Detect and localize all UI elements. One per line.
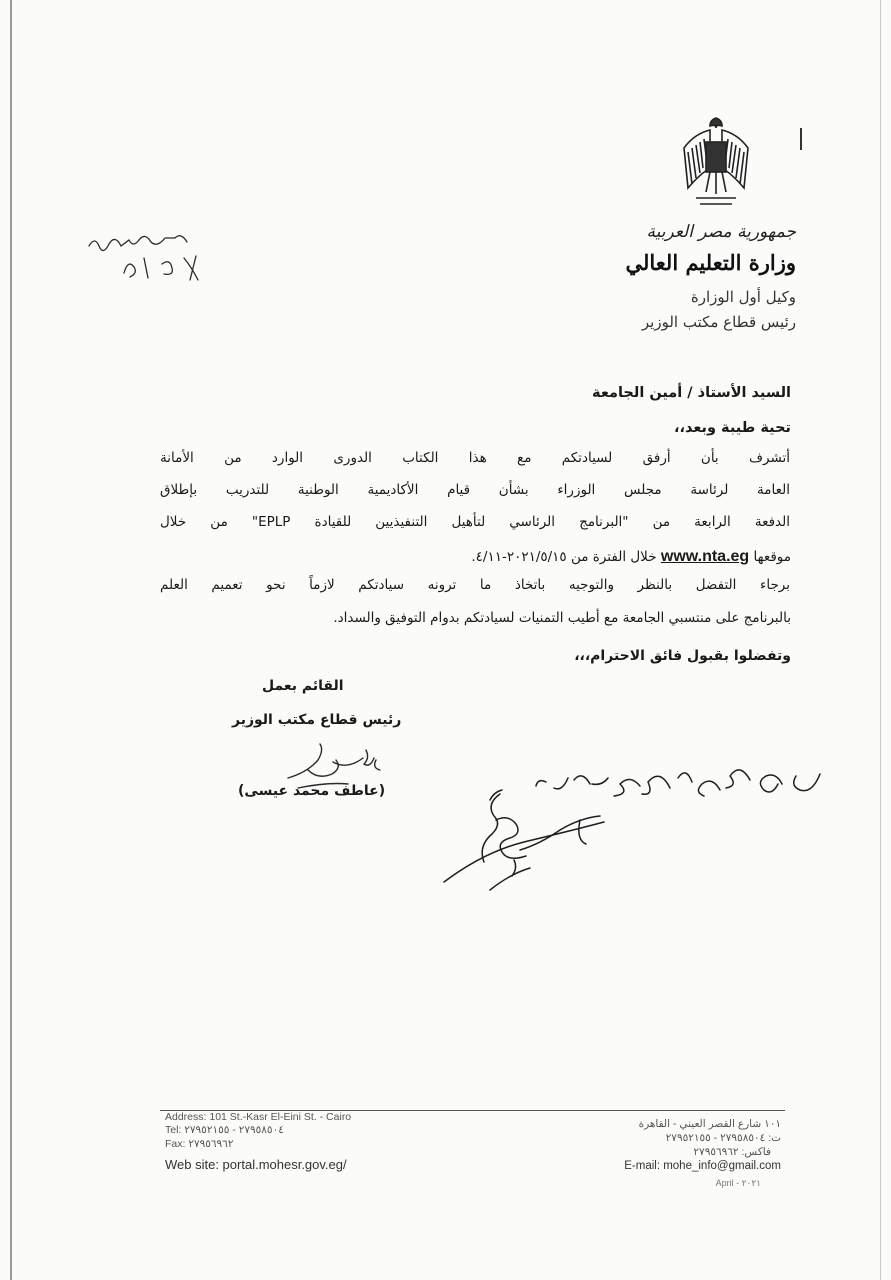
handwritten-note-right	[430, 760, 830, 900]
footer-address-en: Address: 101 St.-Kasr El-Eini St. - Cairo	[165, 1111, 352, 1123]
signatory-title: رئيس قطاع مكتب الوزير	[232, 712, 402, 728]
greeting: تحية طيبة وبعد،،	[673, 420, 791, 436]
eagle-emblem-icon	[676, 112, 756, 212]
footer-fax-ar: فاكس: ٢٧٩٥٦٩٦٢	[693, 1146, 771, 1158]
body-text: خلال الفترة من ٢٠٢١/٥/١٥-٤/١١.	[471, 549, 657, 565]
body-line: العامة لرئاسة مجلس الوزراء بشأن قيام الأكاديمية الوطنية للتدريب بإطلاق	[160, 482, 790, 498]
body-line: برجاء التفضل بالنظر والتوجيه باتخاذ ما ترونه سيادتكم لازماً نحو تعميم العلم	[160, 577, 790, 593]
body-text: موقعها	[753, 549, 791, 565]
website-link[interactable]: www.nta.eg	[660, 548, 750, 565]
body-line: بالبرنامج على منتسبي الجامعة مع أطيب التمنيات لسيادتكم بدوام التوفيق والسداد.	[333, 610, 791, 626]
handwritten-note-left	[84, 228, 234, 288]
sector-head-title: رئيس قطاع مكتب الوزير	[641, 313, 796, 331]
footer-website[interactable]: Web site: portal.mohesr.gov.eg/	[165, 1157, 347, 1172]
signatory-name: (عاطف محمد عيسى)	[238, 783, 386, 799]
scan-edge-right	[880, 0, 881, 1280]
margin-mark	[800, 128, 802, 150]
footer-address-ar: ١٠١ شارع القصر العيني - القاهرة	[638, 1118, 781, 1130]
body-line: الدفعة الرابعة من "البرنامج الرئاسي لتأهيل التنفيذيين للقيادة EPLP" من خلال	[160, 514, 790, 530]
signatory-acting: القائم بعمل	[262, 678, 344, 694]
deputy-title: وكيل أول الوزارة	[690, 288, 796, 306]
scan-edge-left	[10, 0, 12, 1280]
footer-tel-ar: ت: ٢٧٩٥٨٥٠٤ - ٢٧٩٥٢١٥٥	[665, 1132, 781, 1144]
republic-name: جمهورية مصر العربية	[646, 222, 796, 242]
footer-email[interactable]: E-mail: mohe_info@gmail.com	[624, 1160, 781, 1172]
closing-line: وتفضلوا بقبول فائق الاحترام،،،	[574, 648, 791, 664]
addressee: السيد الأستاذ / أمين الجامعة	[592, 385, 791, 401]
footer-date: April - ٢٠٢١	[715, 1178, 761, 1188]
footer-fax-en: Fax: ٢٧٩٥٦٩٦٢	[165, 1138, 234, 1150]
body-line-with-url	[471, 548, 791, 566]
body-line: أتشرف بأن أرفق لسيادتكم مع هذا الكتاب الدورى الوارد من الأمانة	[160, 450, 790, 466]
footer-tel-en: Tel: ٢٧٩٥٨٥٠٤ - ٢٧٩٥٢١٥٥	[165, 1124, 284, 1136]
ministry-name: وزارة التعليم العالي	[625, 250, 796, 275]
